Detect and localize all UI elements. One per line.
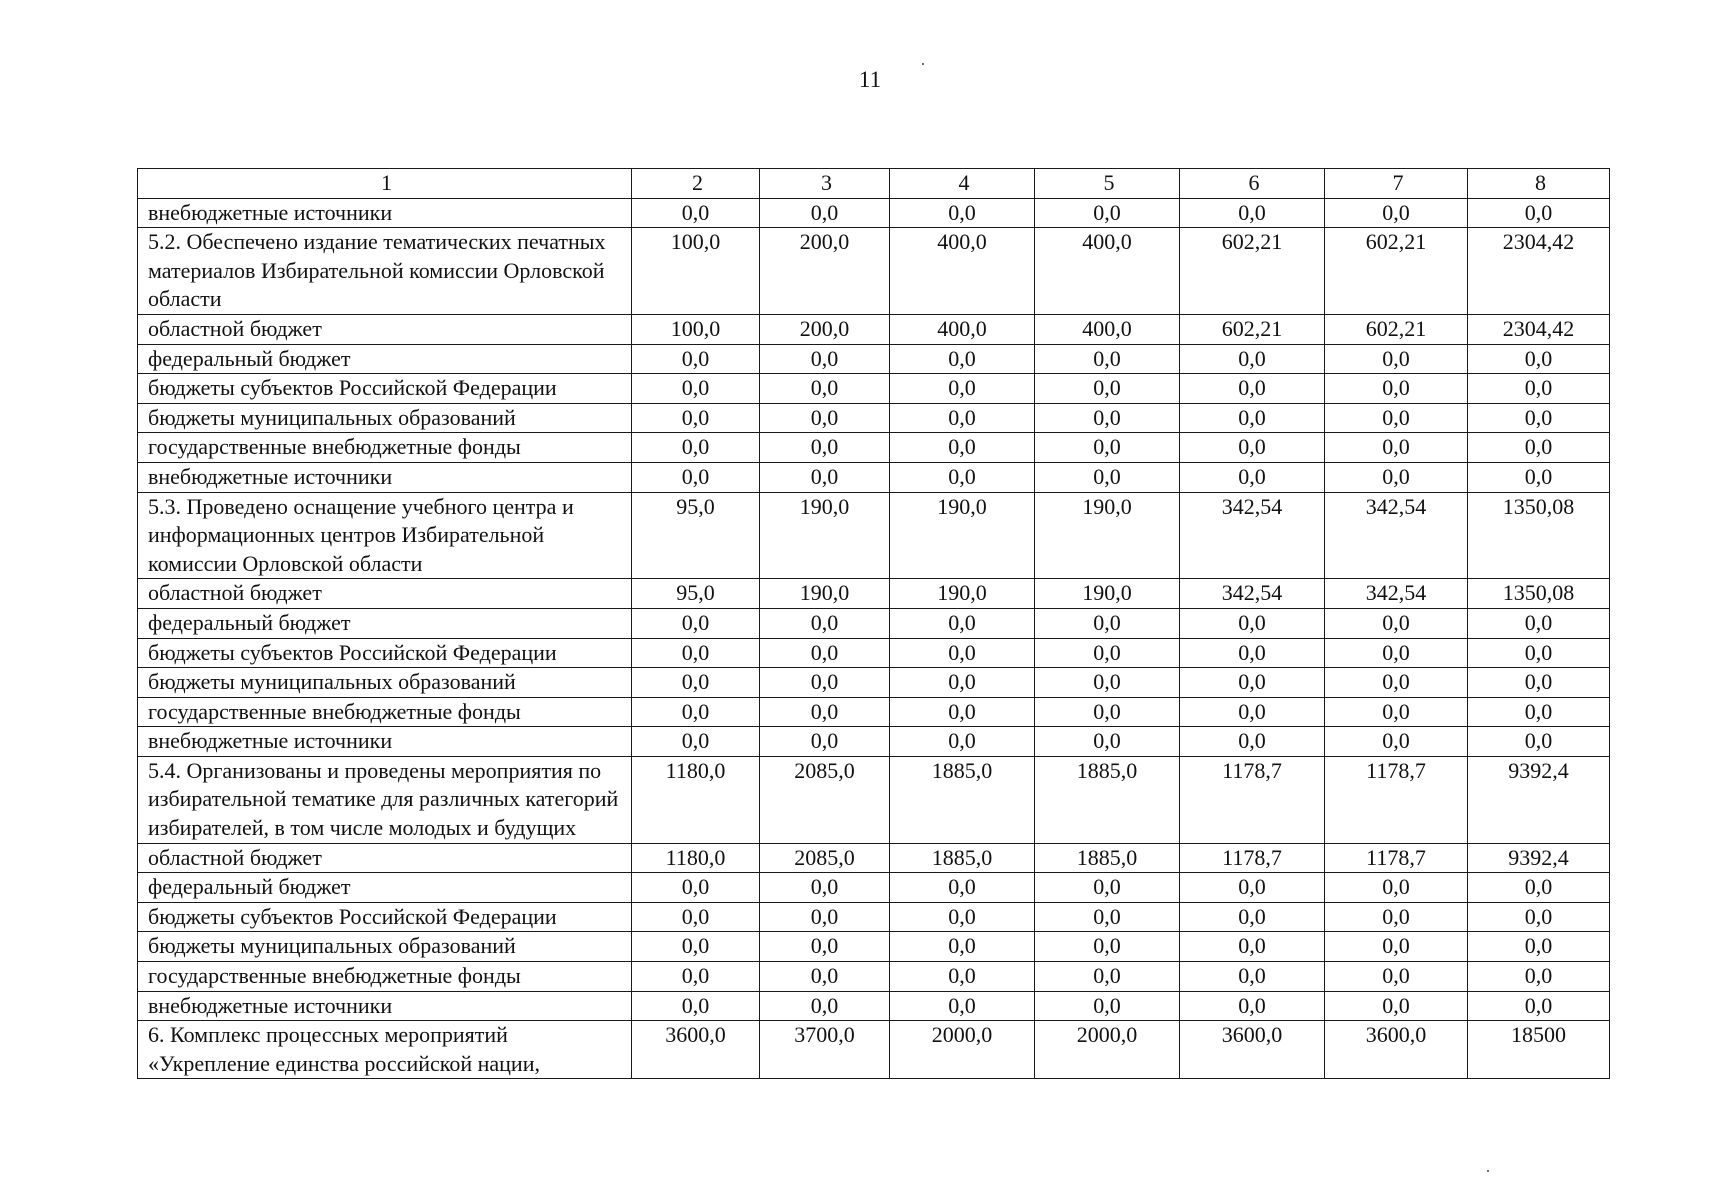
value-cell: 0,0 bbox=[632, 668, 760, 698]
scan-speck bbox=[922, 63, 924, 65]
value-cell: 0,0 bbox=[890, 344, 1035, 374]
value-cell: 0,0 bbox=[632, 198, 760, 228]
value-cell: 0,0 bbox=[1035, 932, 1180, 962]
value-cell: 0,0 bbox=[1180, 873, 1325, 903]
value-cell: 0,0 bbox=[1325, 403, 1468, 433]
value-cell: 0,0 bbox=[1468, 932, 1610, 962]
table-row bbox=[138, 374, 1610, 404]
value-cell: 0,0 bbox=[890, 638, 1035, 668]
value-cell: 0,0 bbox=[1180, 668, 1325, 698]
value-cell: 0,0 bbox=[890, 608, 1035, 638]
value-cell: 0,0 bbox=[632, 403, 760, 433]
table-row bbox=[138, 932, 1610, 962]
table-row bbox=[138, 638, 1610, 668]
value-cell: 602,21 bbox=[1180, 314, 1325, 344]
value-cell: 0,0 bbox=[1325, 902, 1468, 932]
table-row bbox=[138, 228, 1610, 315]
row-label: федеральный бюджет bbox=[138, 608, 632, 638]
value-cell: 200,0 bbox=[760, 314, 890, 344]
value-cell: 0,0 bbox=[890, 403, 1035, 433]
value-cell: 0,0 bbox=[1180, 638, 1325, 668]
value-cell: 0,0 bbox=[890, 991, 1035, 1021]
value-cell: 0,0 bbox=[1180, 198, 1325, 228]
value-cell: 400,0 bbox=[1035, 314, 1180, 344]
value-cell: 1885,0 bbox=[1035, 756, 1180, 843]
table-row bbox=[138, 697, 1610, 727]
value-cell: 0,0 bbox=[1180, 462, 1325, 492]
value-cell: 0,0 bbox=[760, 902, 890, 932]
column-header: 7 bbox=[1325, 169, 1468, 199]
value-cell: 2000,0 bbox=[1035, 1021, 1180, 1079]
value-cell: 342,54 bbox=[1180, 492, 1325, 579]
column-header: 8 bbox=[1468, 169, 1610, 199]
value-cell: 1178,7 bbox=[1180, 756, 1325, 843]
value-cell: 0,0 bbox=[1468, 873, 1610, 903]
value-cell: 0,0 bbox=[1180, 991, 1325, 1021]
value-cell: 1885,0 bbox=[1035, 843, 1180, 873]
row-label: областной бюджет bbox=[138, 843, 632, 873]
value-cell: 190,0 bbox=[760, 492, 890, 579]
table-row bbox=[138, 314, 1610, 344]
value-cell: 400,0 bbox=[1035, 228, 1180, 315]
row-label: бюджеты муниципальных образований bbox=[138, 403, 632, 433]
value-cell: 9392,4 bbox=[1468, 756, 1610, 843]
table-row bbox=[138, 198, 1610, 228]
value-cell: 18500 bbox=[1468, 1021, 1610, 1079]
value-cell: 0,0 bbox=[632, 462, 760, 492]
value-cell: 0,0 bbox=[1468, 198, 1610, 228]
value-cell: 0,0 bbox=[1325, 608, 1468, 638]
value-cell: 0,0 bbox=[890, 873, 1035, 903]
value-cell: 0,0 bbox=[1468, 608, 1610, 638]
row-label: государственные внебюджетные фонды bbox=[138, 433, 632, 463]
value-cell: 95,0 bbox=[632, 492, 760, 579]
value-cell: 0,0 bbox=[632, 638, 760, 668]
value-cell: 0,0 bbox=[1035, 668, 1180, 698]
column-header: 5 bbox=[1035, 169, 1180, 199]
value-cell: 0,0 bbox=[890, 902, 1035, 932]
table-row bbox=[138, 433, 1610, 463]
value-cell: 0,0 bbox=[1180, 727, 1325, 757]
value-cell: 0,0 bbox=[1468, 697, 1610, 727]
value-cell: 3600,0 bbox=[1325, 1021, 1468, 1079]
value-cell: 95,0 bbox=[632, 579, 760, 609]
value-cell: 0,0 bbox=[1325, 374, 1468, 404]
value-cell: 2304,42 bbox=[1468, 314, 1610, 344]
scan-speck bbox=[1487, 1170, 1489, 1172]
value-cell: 602,21 bbox=[1325, 314, 1468, 344]
value-cell: 0,0 bbox=[1035, 462, 1180, 492]
value-cell: 0,0 bbox=[1468, 668, 1610, 698]
value-cell: 0,0 bbox=[632, 991, 760, 1021]
row-label: бюджеты субъектов Российской Федерации bbox=[138, 374, 632, 404]
row-label: внебюджетные источники bbox=[138, 991, 632, 1021]
value-cell: 1350,08 bbox=[1468, 492, 1610, 579]
value-cell: 602,21 bbox=[1325, 228, 1468, 315]
value-cell: 3700,0 bbox=[760, 1021, 890, 1079]
value-cell: 400,0 bbox=[890, 314, 1035, 344]
column-header: 1 bbox=[138, 169, 632, 199]
value-cell: 1885,0 bbox=[890, 756, 1035, 843]
value-cell: 0,0 bbox=[1180, 902, 1325, 932]
table-body bbox=[138, 169, 1610, 1079]
value-cell: 0,0 bbox=[760, 374, 890, 404]
row-label: федеральный бюджет bbox=[138, 873, 632, 903]
value-cell: 0,0 bbox=[1035, 344, 1180, 374]
value-cell: 0,0 bbox=[760, 462, 890, 492]
value-cell: 190,0 bbox=[890, 579, 1035, 609]
table-row bbox=[138, 902, 1610, 932]
value-cell: 0,0 bbox=[632, 433, 760, 463]
value-cell: 0,0 bbox=[760, 932, 890, 962]
value-cell: 9392,4 bbox=[1468, 843, 1610, 873]
value-cell: 100,0 bbox=[632, 314, 760, 344]
value-cell: 0,0 bbox=[890, 374, 1035, 404]
header-row bbox=[138, 169, 1610, 199]
value-cell: 0,0 bbox=[1180, 932, 1325, 962]
row-label: федеральный бюджет bbox=[138, 344, 632, 374]
row-label: внебюджетные источники bbox=[138, 727, 632, 757]
table-row bbox=[138, 756, 1610, 843]
value-cell: 190,0 bbox=[1035, 492, 1180, 579]
value-cell: 0,0 bbox=[890, 932, 1035, 962]
value-cell: 0,0 bbox=[1325, 873, 1468, 903]
value-cell: 0,0 bbox=[890, 668, 1035, 698]
table-row bbox=[138, 344, 1610, 374]
value-cell: 0,0 bbox=[632, 608, 760, 638]
value-cell: 0,0 bbox=[760, 962, 890, 992]
value-cell: 190,0 bbox=[760, 579, 890, 609]
row-label: государственные внебюджетные фонды bbox=[138, 697, 632, 727]
value-cell: 0,0 bbox=[632, 873, 760, 903]
row-label: государственные внебюджетные фонды bbox=[138, 962, 632, 992]
value-cell: 0,0 bbox=[890, 433, 1035, 463]
value-cell: 0,0 bbox=[760, 608, 890, 638]
row-label: 5.2. Обеспечено издание тематических печатных материалов Избирательной комиссии Орловской области bbox=[138, 228, 632, 315]
value-cell: 0,0 bbox=[1180, 344, 1325, 374]
value-cell: 0,0 bbox=[1468, 727, 1610, 757]
value-cell: 0,0 bbox=[760, 697, 890, 727]
column-header: 4 bbox=[890, 169, 1035, 199]
value-cell: 0,0 bbox=[1035, 638, 1180, 668]
column-header: 6 bbox=[1180, 169, 1325, 199]
value-cell: 0,0 bbox=[1035, 433, 1180, 463]
value-cell: 0,0 bbox=[760, 727, 890, 757]
table-row bbox=[138, 462, 1610, 492]
value-cell: 602,21 bbox=[1180, 228, 1325, 315]
value-cell: 1178,7 bbox=[1325, 843, 1468, 873]
value-cell: 0,0 bbox=[1035, 962, 1180, 992]
value-cell: 0,0 bbox=[890, 697, 1035, 727]
value-cell: 0,0 bbox=[1180, 433, 1325, 463]
value-cell: 100,0 bbox=[632, 228, 760, 315]
value-cell: 0,0 bbox=[1035, 374, 1180, 404]
value-cell: 0,0 bbox=[760, 403, 890, 433]
value-cell: 0,0 bbox=[1180, 374, 1325, 404]
table-row bbox=[138, 727, 1610, 757]
value-cell: 0,0 bbox=[1035, 727, 1180, 757]
value-cell: 0,0 bbox=[760, 638, 890, 668]
value-cell: 3600,0 bbox=[1180, 1021, 1325, 1079]
value-cell: 0,0 bbox=[760, 198, 890, 228]
value-cell: 342,54 bbox=[1180, 579, 1325, 609]
table-row bbox=[138, 492, 1610, 579]
value-cell: 2000,0 bbox=[890, 1021, 1035, 1079]
value-cell: 0,0 bbox=[890, 462, 1035, 492]
value-cell: 0,0 bbox=[1325, 638, 1468, 668]
value-cell: 400,0 bbox=[890, 228, 1035, 315]
value-cell: 0,0 bbox=[1325, 697, 1468, 727]
value-cell: 0,0 bbox=[1468, 962, 1610, 992]
value-cell: 0,0 bbox=[1180, 403, 1325, 433]
row-label: 6. Комплекс процессных мероприятий «Укрепление единства российской нации, bbox=[138, 1021, 632, 1079]
value-cell: 0,0 bbox=[1468, 344, 1610, 374]
row-label: бюджеты муниципальных образований bbox=[138, 932, 632, 962]
value-cell: 0,0 bbox=[1035, 873, 1180, 903]
table-row bbox=[138, 873, 1610, 903]
value-cell: 0,0 bbox=[1035, 991, 1180, 1021]
row-label: 5.3. Проведено оснащение учебного центра и информационных центров Избирательной комиссии Орловской области bbox=[138, 492, 632, 579]
value-cell: 0,0 bbox=[632, 962, 760, 992]
value-cell: 0,0 bbox=[1325, 462, 1468, 492]
value-cell: 0,0 bbox=[632, 344, 760, 374]
value-cell: 0,0 bbox=[890, 962, 1035, 992]
value-cell: 0,0 bbox=[632, 727, 760, 757]
table-row bbox=[138, 403, 1610, 433]
value-cell: 2085,0 bbox=[760, 756, 890, 843]
row-label: бюджеты субъектов Российской Федерации bbox=[138, 902, 632, 932]
value-cell: 1180,0 bbox=[632, 756, 760, 843]
value-cell: 0,0 bbox=[890, 198, 1035, 228]
table-row bbox=[138, 991, 1610, 1021]
value-cell: 1180,0 bbox=[632, 843, 760, 873]
row-label: бюджеты субъектов Российской Федерации bbox=[138, 638, 632, 668]
value-cell: 342,54 bbox=[1325, 492, 1468, 579]
value-cell: 0,0 bbox=[1035, 403, 1180, 433]
row-label: внебюджетные источники bbox=[138, 462, 632, 492]
value-cell: 0,0 bbox=[760, 873, 890, 903]
value-cell: 0,0 bbox=[1468, 403, 1610, 433]
value-cell: 0,0 bbox=[1035, 608, 1180, 638]
column-header: 2 bbox=[632, 169, 760, 199]
value-cell: 0,0 bbox=[1325, 198, 1468, 228]
value-cell: 0,0 bbox=[1035, 697, 1180, 727]
value-cell: 0,0 bbox=[1325, 727, 1468, 757]
value-cell: 0,0 bbox=[632, 932, 760, 962]
value-cell: 2085,0 bbox=[760, 843, 890, 873]
row-label: областной бюджет bbox=[138, 579, 632, 609]
value-cell: 0,0 bbox=[1325, 932, 1468, 962]
value-cell: 0,0 bbox=[1468, 462, 1610, 492]
row-label: 5.4. Организованы и проведены мероприятия по избирательной тематике для различных категорий избирателей, в том числе молодых и будущих bbox=[138, 756, 632, 843]
value-cell: 1178,7 bbox=[1180, 843, 1325, 873]
value-cell: 0,0 bbox=[1180, 962, 1325, 992]
value-cell: 0,0 bbox=[1325, 433, 1468, 463]
value-cell: 1885,0 bbox=[890, 843, 1035, 873]
table-row bbox=[138, 1021, 1610, 1079]
value-cell: 0,0 bbox=[1180, 697, 1325, 727]
row-label: внебюджетные источники bbox=[138, 198, 632, 228]
value-cell: 0,0 bbox=[760, 668, 890, 698]
table-row bbox=[138, 668, 1610, 698]
value-cell: 0,0 bbox=[1325, 962, 1468, 992]
value-cell: 0,0 bbox=[760, 991, 890, 1021]
value-cell: 342,54 bbox=[1325, 579, 1468, 609]
table-row bbox=[138, 608, 1610, 638]
value-cell: 1350,08 bbox=[1468, 579, 1610, 609]
value-cell: 0,0 bbox=[632, 374, 760, 404]
budget-table bbox=[137, 168, 1610, 1079]
value-cell: 0,0 bbox=[1035, 198, 1180, 228]
value-cell: 0,0 bbox=[1468, 638, 1610, 668]
value-cell: 0,0 bbox=[1468, 991, 1610, 1021]
table-row bbox=[138, 962, 1610, 992]
value-cell: 200,0 bbox=[760, 228, 890, 315]
value-cell: 0,0 bbox=[1325, 668, 1468, 698]
value-cell: 0,0 bbox=[760, 344, 890, 374]
value-cell: 0,0 bbox=[1468, 902, 1610, 932]
value-cell: 0,0 bbox=[890, 727, 1035, 757]
page-number: 11 bbox=[858, 67, 882, 92]
value-cell: 0,0 bbox=[1035, 902, 1180, 932]
value-cell: 0,0 bbox=[1468, 433, 1610, 463]
value-cell: 2304,42 bbox=[1468, 228, 1610, 315]
value-cell: 1178,7 bbox=[1325, 756, 1468, 843]
column-header: 3 bbox=[760, 169, 890, 199]
value-cell: 0,0 bbox=[632, 902, 760, 932]
value-cell: 0,0 bbox=[1468, 374, 1610, 404]
value-cell: 0,0 bbox=[1325, 991, 1468, 1021]
value-cell: 0,0 bbox=[632, 697, 760, 727]
value-cell: 0,0 bbox=[760, 433, 890, 463]
value-cell: 190,0 bbox=[890, 492, 1035, 579]
value-cell: 0,0 bbox=[1325, 344, 1468, 374]
row-label: областной бюджет bbox=[138, 314, 632, 344]
table-row bbox=[138, 579, 1610, 609]
value-cell: 3600,0 bbox=[632, 1021, 760, 1079]
value-cell: 190,0 bbox=[1035, 579, 1180, 609]
row-label: бюджеты муниципальных образований bbox=[138, 668, 632, 698]
table-row bbox=[138, 843, 1610, 873]
value-cell: 0,0 bbox=[1180, 608, 1325, 638]
